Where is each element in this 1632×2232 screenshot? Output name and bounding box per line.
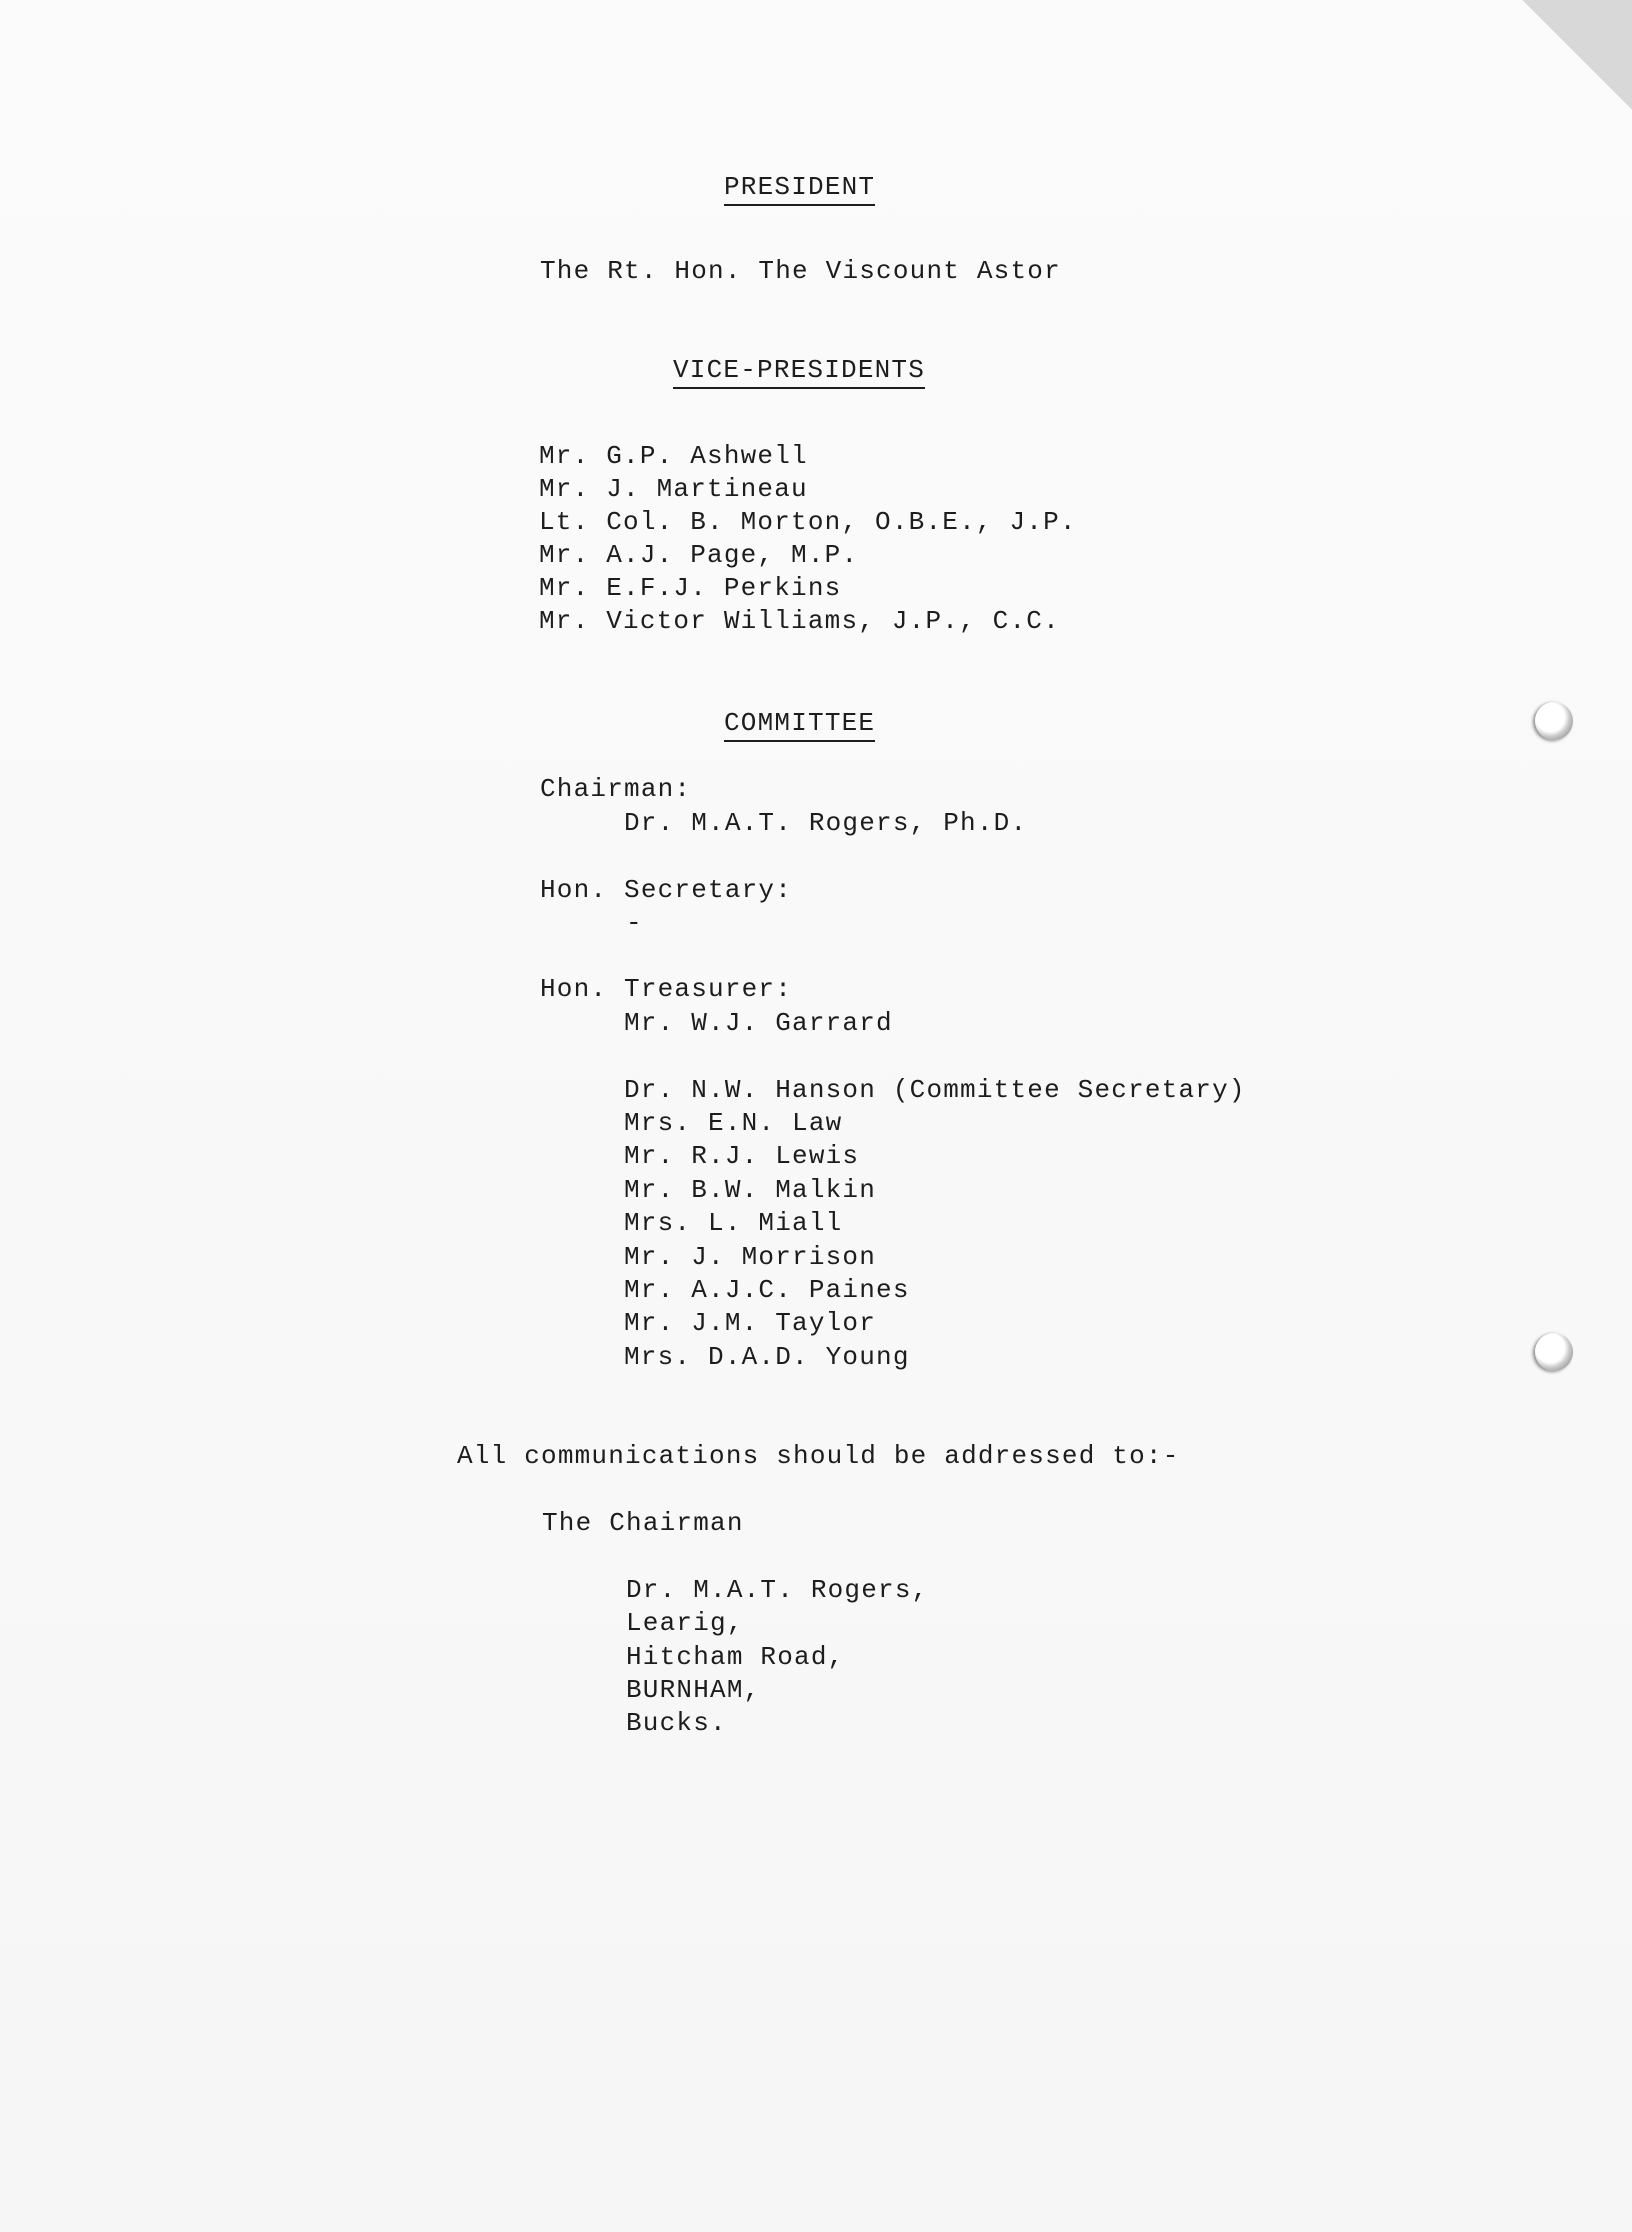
treasurer-label: Hon. Treasurer: (540, 974, 793, 1004)
committee-member: Mr. B.W. Malkin (624, 1175, 877, 1205)
committee-member: Mr. A.J.C. Paines (624, 1275, 910, 1305)
folded-corner (1522, 0, 1632, 110)
address-line: Hitcham Road, (626, 1642, 845, 1672)
vice-president-name: Mr. Victor Williams, J.P., C.C. (539, 606, 1060, 636)
chairman-label: Chairman: (540, 774, 692, 804)
committee-member: Dr. N.W. Hanson (Committee Secretary) (624, 1075, 1246, 1105)
vice-president-name: Lt. Col. B. Morton, O.B.E., J.P. (539, 507, 1077, 537)
committee-member: Mrs. E.N. Law (624, 1108, 843, 1138)
vice-president-name: Mr. G.P. Ashwell (539, 441, 808, 471)
address-line: Bucks. (626, 1708, 727, 1738)
punch-hole-upper (1535, 702, 1573, 740)
committee-member: Mrs. D.A.D. Young (624, 1342, 910, 1372)
president-name: The Rt. Hon. The Viscount Astor (540, 256, 1061, 286)
chairman-name: Dr. M.A.T. Rogers, Ph.D. (624, 808, 1028, 838)
treasurer-name: Mr. W.J. Garrard (624, 1008, 893, 1038)
communications-recipient: The Chairman (542, 1508, 744, 1538)
communications-intro: All communications should be addressed to:- (457, 1441, 1180, 1471)
committee-member: Mr. R.J. Lewis (624, 1141, 860, 1171)
committee-member: Mr. J.M. Taylor (624, 1308, 877, 1338)
committee-member: Mrs. L. Miall (624, 1208, 843, 1238)
vice-president-name: Mr. J. Martineau (539, 474, 808, 504)
vice-president-name: Mr. E.F.J. Perkins (539, 573, 842, 603)
address-line: Dr. M.A.T. Rogers, (626, 1575, 929, 1605)
committee-member: Mr. J. Morrison (624, 1242, 877, 1272)
president-heading: PRESIDENT (724, 172, 875, 206)
secretary-label: Hon. Secretary: (540, 875, 793, 905)
vice-president-name: Mr. A.J. Page, M.P. (539, 540, 859, 570)
address-line: BURNHAM, (626, 1675, 761, 1705)
secretary-name: - (626, 908, 643, 938)
vice-presidents-heading: VICE-PRESIDENTS (673, 355, 925, 389)
punch-hole-lower (1535, 1333, 1573, 1371)
committee-heading: COMMITTEE (724, 708, 875, 742)
address-line: Learig, (626, 1608, 744, 1638)
